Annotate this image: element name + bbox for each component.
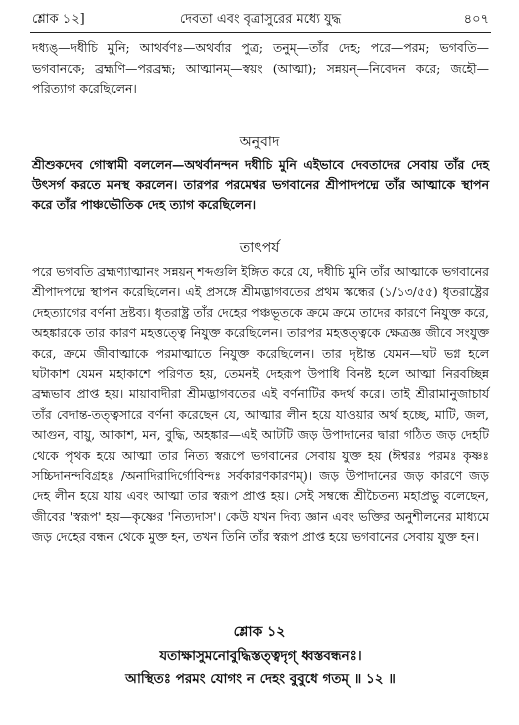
header-rule bbox=[30, 32, 491, 33]
synonyms-paragraph: দধ্যঙ্—দধীচি মুনি; আথর্বণঃ—অথর্বার পুত্র; তনুম্—তাঁর দেহ; পরে—পরম; ভগবতি—ভগবানকে; ব্রহ্মণি—পরব্রহ্ম; আত্মানম্—স্বয়ং (আত্মা); সন্নয়ন্—নিবেদন করে; জহৌ—পরিত্যাগ করেছিলেন। bbox=[32, 40, 489, 96]
header-verse-ref: শ্লোক ১২] bbox=[32, 12, 85, 27]
purport-paragraph: পরে ভগবতি ব্রহ্মণ্যাত্মানং সন্নয়ন্ শব্দগুলি ইঙ্গিত করে যে, দধীচি মুনি তাঁর আত্মাকে ভগবানের শ্রীপাদপদ্মে স্থাপন করেছিলেন। এই প্রসঙ্গে শ্রীমদ্ভাগবতের প্রথম স্কন্ধের (১/১৩/৫৫) ধৃতরাষ্ট্রের দেহত্যাগের বর্ণনা দ্রষ্টব্য। ধৃতরাষ্ট্র তাঁর দেহের পঞ্চভূতকে ক্রমে ক্রমে তাদের কারণে নিযুক্ত করে, অহঙ্কারকে তার কারণ মহত্তত্ত্বে নিযুক্ত করেছিলেন। তারপর মহত্তত্ত্বকে ক্ষেত্রজ্ঞ জীবে সংযুক্ত করে, ক্রমে জীবাত্মাকে পরমাত্মাতে নিযুক্ত করেছিলেন। তার দৃষ্টান্ত যেমন—ঘট ভগ্ন হলে ঘটাকাশ যেমন মহাকাশে পরিণত হয়, তেমনই দেহরূপ উপাধি বিনষ্ট হলে আত্মা নিরবচ্ছিন্ন ব্রহ্মভাব প্রাপ্ত হয়। মায়াবাদীরা শ্রীমদ্ভাগবতের এই বর্ণনাটির কদর্থ করে। তাই শ্রীরামানুজাচার্য তাঁর বেদান্ত-তত্ত্বসারে বর্ণনা করেছেন যে, আত্মার লীন হয়ে যাওয়ার অর্থ হচ্ছে, মাটি, জল, আগুন, বায়ু, আকাশ, মন, বুদ্ধি, অহঙ্কার—এই আটটি জড় উপাদানের দ্বারা গঠিত জড় দেহটি থেকে পৃথক হয়ে আত্মা তার নিত্য স্বরূপে ভগবানের সেবায় যুক্ত হয় (ঈশ্বরঃ পরমঃ কৃষ্ণঃ সচ্চিদানন্দবিগ্রহঃ /অনাদিরাদির্গোবিন্দঃ সর্বকারণকারণম্)। জড় উপাদানের জড় কারণে জড় দেহ লীন হয়ে যায় এবং আত্মা তার স্বরূপ প্রাপ্ত হয়। সেই সম্বন্ধে শ্রীচৈতন্য মহাপ্রভু বলেছেন, জীবের 'স্বরূপ' হয়—কৃষ্ণের 'নিত্যদাস'। কেউ যখন দিব্য জ্ঞান এবং ভক্তির অনুশীলনের মাধ্যমে জড় দেহের বন্ধন থেকে মুক্ত হন, তখন তিনি তাঁর স্বরূপ প্রাপ্ত হয়ে ভগবানের সেবায় যুক্ত হন। bbox=[32, 264, 489, 545]
verse-line-1: যতাক্ষাসুমনোবুদ্ধিস্তত্ত্বদৃগ্ ধ্বস্তবন্ধনঃ। bbox=[159, 648, 362, 664]
header-chapter-title: দেবতা এবং বৃত্রাসুরের মধ্যে যুদ্ধ bbox=[179, 12, 342, 27]
translation-paragraph: শ্রীশুকদেব গোস্বামী বললেন—অথর্বানন্দন দধীচি মুনি এইভাবে দেবতাদের সেবায় তাঁর দেহ উৎসর্গ করতে মনস্থ করলেন। তারপর পরমেশ্বর ভগবানের শ্রীপাদপদ্মে তাঁর আত্মাকে স্থাপন করে তাঁর পাঞ্চভৌতিক দেহ ত্যাগ করেছিলেন। bbox=[32, 157, 489, 212]
verse-line-2: আস্থিতঃ পরমং যোগং ন দেহং বুবুধে গতম্ ॥ ১২ ॥ bbox=[125, 671, 396, 687]
page-number: ৪০৭ bbox=[463, 12, 489, 27]
purport-heading: তাৎপর্য bbox=[239, 240, 280, 256]
running-header bbox=[32, 10, 489, 30]
verse-label: শ্লোক ১২ bbox=[233, 624, 286, 640]
translation-heading: অনুবাদ bbox=[239, 134, 280, 150]
